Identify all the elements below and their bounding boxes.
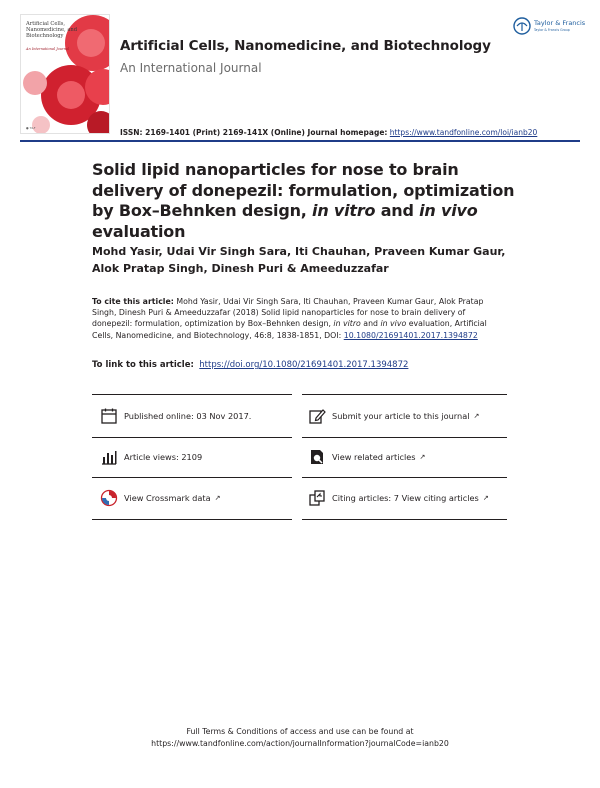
citation-label: To cite this article: [92,297,174,306]
header-divider [20,140,580,142]
related-articles-link[interactable] [308,448,425,466]
submit-article-link[interactable] [308,407,479,425]
article-views [100,448,202,466]
citation-text3: evaluation, Artificial Cells, Nanomedicine, and Biotechnology, 46:8, 1838-1851, DOI: [92,319,487,340]
crossmark-icon [100,489,118,507]
panel-rule-right-1 [302,394,507,395]
external-link-icon: ↗ [214,494,221,502]
panel-rule-right-4 [302,519,507,520]
citation-italic1: in vitro [333,319,361,329]
article-title-part1: Solid lipid nanoparticles for nose to brain delivery of donepezil: formulation, optimization by Box–Behnken design, [92,160,515,220]
article-views-text: Article views: 2109 [124,452,203,462]
cover-subtitle: An International Journal [26,47,70,51]
citing-articles-icon [308,489,326,507]
pencil-icon [308,407,326,425]
issn-line [120,128,537,137]
published-online-text: Published online: 03 Nov 2017. [124,411,252,421]
panel-rule-right-2 [302,437,507,438]
citation-text1: Mohd Yasir, Udai Vir Singh Sara, Iti Chauhan, Praveen Kumar Gaur, Alok Pratap Singh, Dinesh Puri & Ameeduzzafar (2018) Solid lipid nanoparticles for nose to brain delivery of donepezil: formulation, optimization by Box–Behnken design, [92,297,484,329]
panel-rule-left-4 [92,519,292,520]
citation-doi-link[interactable]: 10.1080/21691401.2017.1394872 [343,330,478,340]
citing-articles-text: Citing articles: 7 View citing articles [332,493,479,503]
submit-article-text: Submit your article to this journal [332,411,470,421]
article-title-italic1: in vitro [312,201,376,220]
footer [0,726,600,750]
article-title-and: and [375,201,420,220]
panel-rule-left-1 [92,394,292,395]
external-link-icon: ↗ [419,453,426,461]
journal-title: Artificial Cells, Nanomedicine, and Biotechnology [120,38,491,54]
panel-rule-left-2 [92,437,292,438]
publisher-logo[interactable] [512,16,584,36]
issn-text: ISSN: 2169-1401 (Print) 2169-141X (Online) Journal homepage: [120,128,388,137]
citing-articles-link[interactable] [308,489,489,507]
publisher-logo-icon [512,16,532,36]
related-articles-text: View related articles [332,452,416,462]
panel-rule-left-3 [92,477,292,478]
cover-title: Artificial Cells, Nanomedicine, and Biotechnology [26,21,78,40]
article-title [92,160,532,242]
citation-block [92,296,502,341]
footer-terms-link[interactable]: https://www.tandfonline.com/action/journalInformation?journalCode=ianb20 [151,739,449,748]
citation-italic2: in vivo [380,319,407,329]
article-title-end: evaluation [92,221,186,241]
cover-publisher-mark: ● T&F [26,126,36,130]
published-online [100,407,251,425]
bar-chart-icon [100,448,118,466]
article-title-italic2: in vivo [419,201,478,220]
link-line [92,360,408,370]
journal-homepage-link[interactable]: https://www.tandfonline.com/loi/ianb20 [389,128,538,137]
footer-line1: Full Terms & Conditions of access and use can be found at [186,727,414,736]
related-articles-icon [308,448,326,466]
link-label: To link to this article: [92,360,194,370]
publisher-name: Taylor & Francis [534,19,586,27]
journal-subtitle: An International Journal [120,61,262,75]
crossmark-link[interactable] [100,489,221,507]
article-authors: Mohd Yasir, Udai Vir Singh Sara, Iti Chauhan, Praveen Kumar Gaur, Alok Pratap Singh, Dinesh Puri & Ameeduzzafar [92,245,506,275]
external-link-icon: ↗ [482,494,489,502]
journal-cover [20,14,110,134]
article-doi-link[interactable]: https://doi.org/10.1080/21691401.2017.1394872 [199,360,409,370]
external-link-icon: ↗ [473,412,480,420]
panel-rule-right-3 [302,477,507,478]
publisher-tagline: Taylor & Francis Group [534,28,570,32]
calendar-icon [100,407,118,425]
citation-text2: and [360,319,381,329]
crossmark-text: View Crossmark data [124,493,211,503]
